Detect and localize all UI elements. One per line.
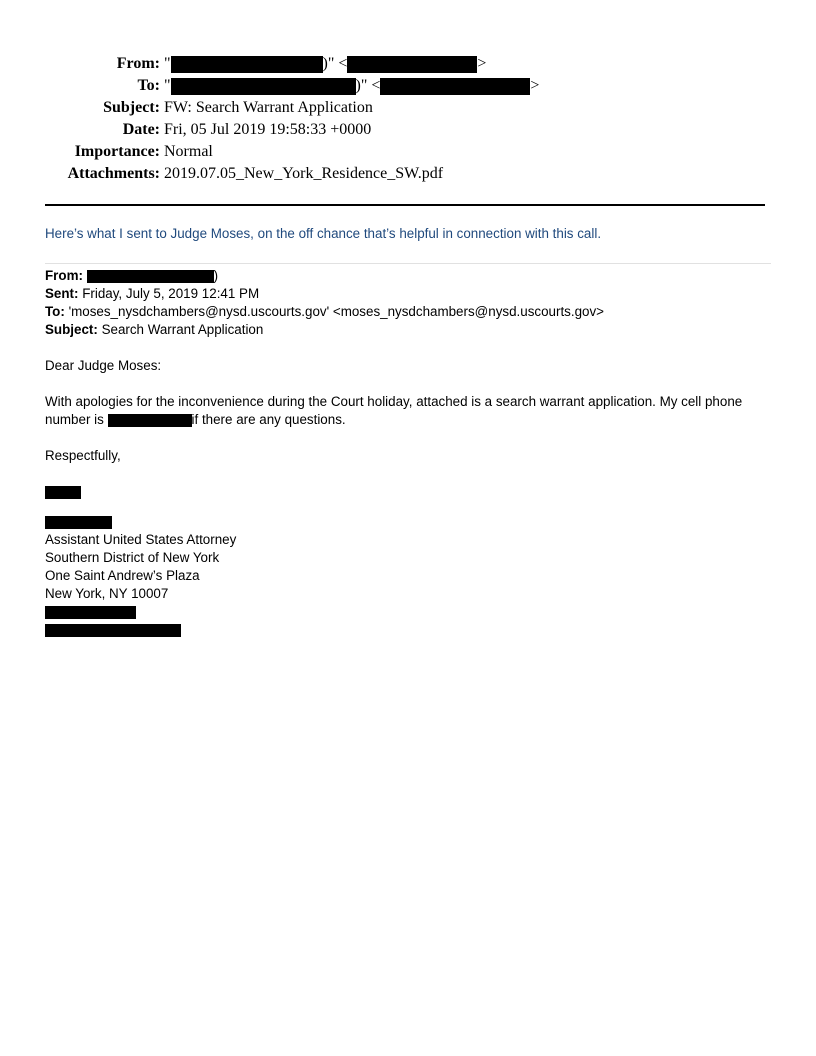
signature-address-1: One Saint Andrew’s Plaza <box>45 568 200 583</box>
orig-to-value[interactable]: 'moses_nysdchambers@nysd.uscourts.gov' <moses_nysdchambers@nysd.uscourts.gov> <box>68 304 604 319</box>
header-importance-row <box>40 141 539 163</box>
to-label: To: <box>137 77 160 94</box>
header-attachments-row <box>40 163 539 185</box>
closing: Respectfully, <box>45 448 121 463</box>
quoted-message-divider <box>45 263 771 264</box>
body-line-2: number is if there are any questions. <box>45 412 346 427</box>
orig-from-label: From: <box>45 268 83 283</box>
signature-title: Assistant United States Attorney <box>45 532 237 547</box>
redaction-block <box>45 624 181 637</box>
redaction-block <box>45 516 112 529</box>
signature-email-redacted <box>45 621 775 639</box>
redaction-block <box>171 56 323 73</box>
date-label: Date: <box>122 121 160 138</box>
greeting: Dear Judge Moses: <box>45 358 162 373</box>
orig-sent-value: Friday, July 5, 2019 12:41 PM <box>82 286 260 301</box>
orig-sent-row <box>45 285 775 303</box>
redaction-block <box>380 78 530 95</box>
header-divider <box>45 204 765 206</box>
header-from-row <box>40 53 539 75</box>
original-message <box>45 267 775 639</box>
orig-subject-value: Search Warrant Application <box>101 322 264 337</box>
orig-sent-label: Sent: <box>45 286 79 301</box>
redaction-block <box>108 414 192 427</box>
date-value: Fri, 05 Jul 2019 19:58:33 +0000 <box>164 121 372 138</box>
orig-from-row: From: ) <box>45 268 219 283</box>
from-value: " )" < > <box>164 55 487 72</box>
redaction-block <box>45 606 136 619</box>
importance-value: Normal <box>164 143 213 160</box>
forward-note: Here’s what I sent to Judge Moses, on the off chance that’s helpful in connection with this call. <box>45 226 602 241</box>
signature-fullname-redacted <box>45 513 775 531</box>
subject-value: FW: Search Warrant Application <box>164 99 373 116</box>
signature-phone-redacted <box>45 603 775 621</box>
orig-subject-row <box>45 321 775 339</box>
subject-label: Subject: <box>103 99 160 116</box>
orig-to-label: To: <box>45 304 65 319</box>
header-date-row <box>40 119 539 141</box>
to-value: " )" < > <box>164 77 540 94</box>
orig-to-row <box>45 303 775 321</box>
header-to-row <box>40 75 539 97</box>
importance-label: Importance: <box>74 143 160 160</box>
redaction-block <box>171 78 356 95</box>
signature-name-redacted <box>45 483 775 501</box>
header-subject-row <box>40 97 539 119</box>
attachment-filename[interactable]: 2019.07.05_New_York_Residence_SW.pdf <box>164 165 444 182</box>
redaction-block <box>87 270 214 283</box>
signature-address-2: New York, NY 10007 <box>45 586 169 601</box>
attachments-label: Attachments: <box>67 165 160 182</box>
redaction-block <box>45 486 81 499</box>
redaction-block <box>347 56 477 73</box>
signature-district: Southern District of New York <box>45 550 220 565</box>
orig-subject-label: Subject: <box>45 322 98 337</box>
from-label: From: <box>116 55 160 72</box>
email-header <box>40 53 539 185</box>
body-line-1: With apologies for the inconvenience during the Court holiday, attached is a search warrant application. My cell phone <box>45 394 743 409</box>
